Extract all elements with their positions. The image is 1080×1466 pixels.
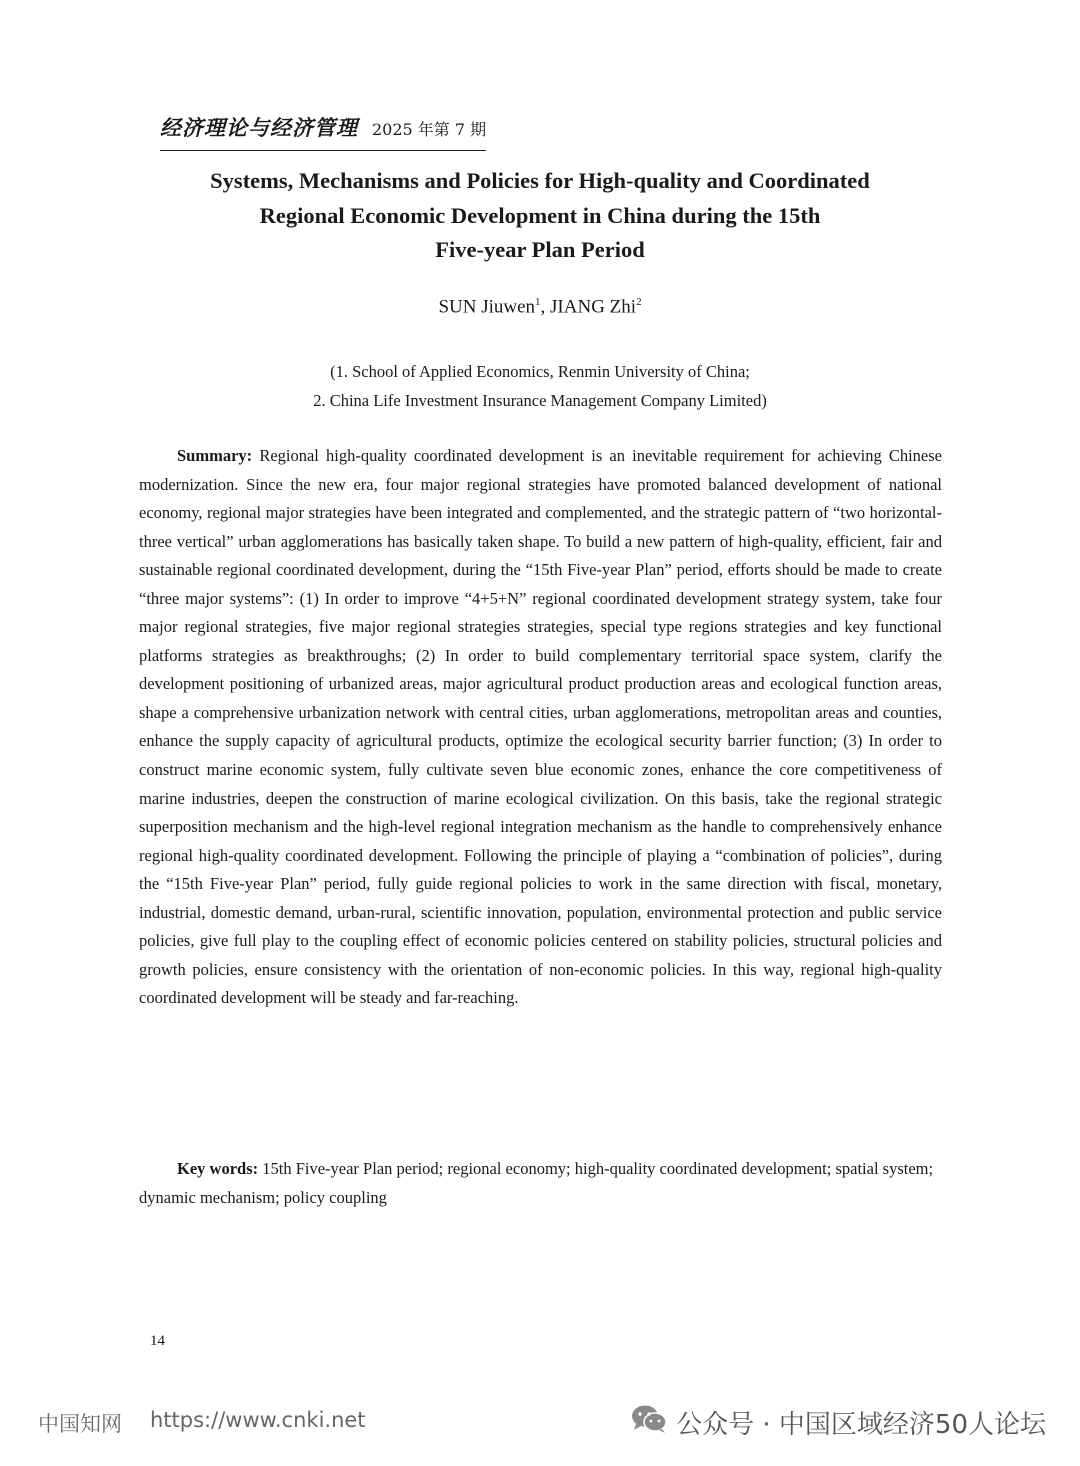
summary-paragraph (139, 442, 942, 1013)
author-separator: , (540, 296, 551, 318)
journal-name: 经济理论与经济管理 (160, 115, 358, 140)
affiliation-line: (1. School of Applied Economics, Renmin University of China; (330, 362, 750, 381)
page-number: 14 (150, 1333, 165, 1349)
title-line: Regional Economic Development in China during the 15th (259, 202, 821, 228)
title-line: Five-year Plan Period (435, 237, 645, 262)
affiliation-marker: 1 (535, 296, 541, 308)
wechat-icon (630, 1404, 668, 1441)
keywords-text: 15th Five-year Plan period; regional economy; high-quality coordinated development; spatial system; dynamic mechanism; policy coupling (139, 1159, 934, 1207)
author-name: JIANG Zhi (550, 296, 637, 318)
source-url[interactable]: https://www.cnki.net (150, 1408, 366, 1432)
journal-header (160, 112, 486, 151)
issue-label: 2025 年第 7 期 (372, 120, 487, 139)
paper-title (120, 164, 960, 268)
title-line: Systems, Mechanisms and Policies for High-quality and Coordinated (210, 168, 870, 193)
affiliation-marker: 2 (636, 296, 642, 308)
author-line (0, 296, 1080, 318)
author-name: SUN Jiuwen (438, 296, 536, 318)
summary-section (139, 442, 942, 1013)
summary-label: Summary: (177, 446, 253, 465)
keywords-label: Key words: (177, 1159, 259, 1178)
affiliation-line: 2. China Life Investment Insurance Management Company Limited) (313, 391, 767, 410)
source-watermark (38, 1408, 366, 1438)
source-name: 中国知网 (38, 1412, 122, 1436)
wechat-watermark (630, 1404, 1046, 1441)
wechat-account-label: 公众号 · 中国区域经济50人论坛 (676, 1410, 1046, 1440)
affiliations (0, 357, 1080, 415)
keywords-section (139, 1155, 954, 1212)
summary-text: Regional high-quality coordinated development is an inevitable requirement for achieving Chinese modernization. Since the new era, four major regional strategies have promoted balanced development of national economy, regional major strategies have been integrated and complemented, and the strategic pattern of “two horizontal-three vertical” urban agglomerations has basically taken shape. To build a new pattern of high-quality, efficient, fair and sustainable regional coordinated development, during the “15th Five-year Plan” period, efforts should be made to create “three major systems”: (1) In order to improve “4+5+N” regional coordinated development strategy system, take four major regional strategies, five major regional strategies strategies, special type regions strategies and key functional platforms strategies as breakthroughs; (2) In order to build complementary territorial space system, clarify the development positioning of urbanized areas, major agricultural product production areas and ecological function areas, shape a comprehensive urbanization network with central cities, urban agglomerations, metropolitan areas and counties, enhance the supply capacity of agricultural products, optimize the ecological security barrier function; (3) In order to construct marine economic system, fully cultivate seven blue economic zones, enhance the core competitiveness of marine industries, deepen the construction of marine ecological civilization. On this basis, take the regional strategic superposition mechanism and the high-level regional integration mechanism as the handle to comprehensively enhance regional high-quality coordinated development. Following the principle of playing a “combination of policies”, during the “15th Five-year Plan” period, fully guide regional policies to work in the same direction with fiscal, monetary, industrial, domestic demand, urban-rural, scientific innovation, population, environmental protection and public service policies, give full play to the coupling effect of economic policies centered on stability policies, structural policies and growth policies, ensure consistency with the orientation of non-economic policies. In this way, regional high-quality coordinated development will be steady and far-reaching. (139, 446, 942, 1008)
